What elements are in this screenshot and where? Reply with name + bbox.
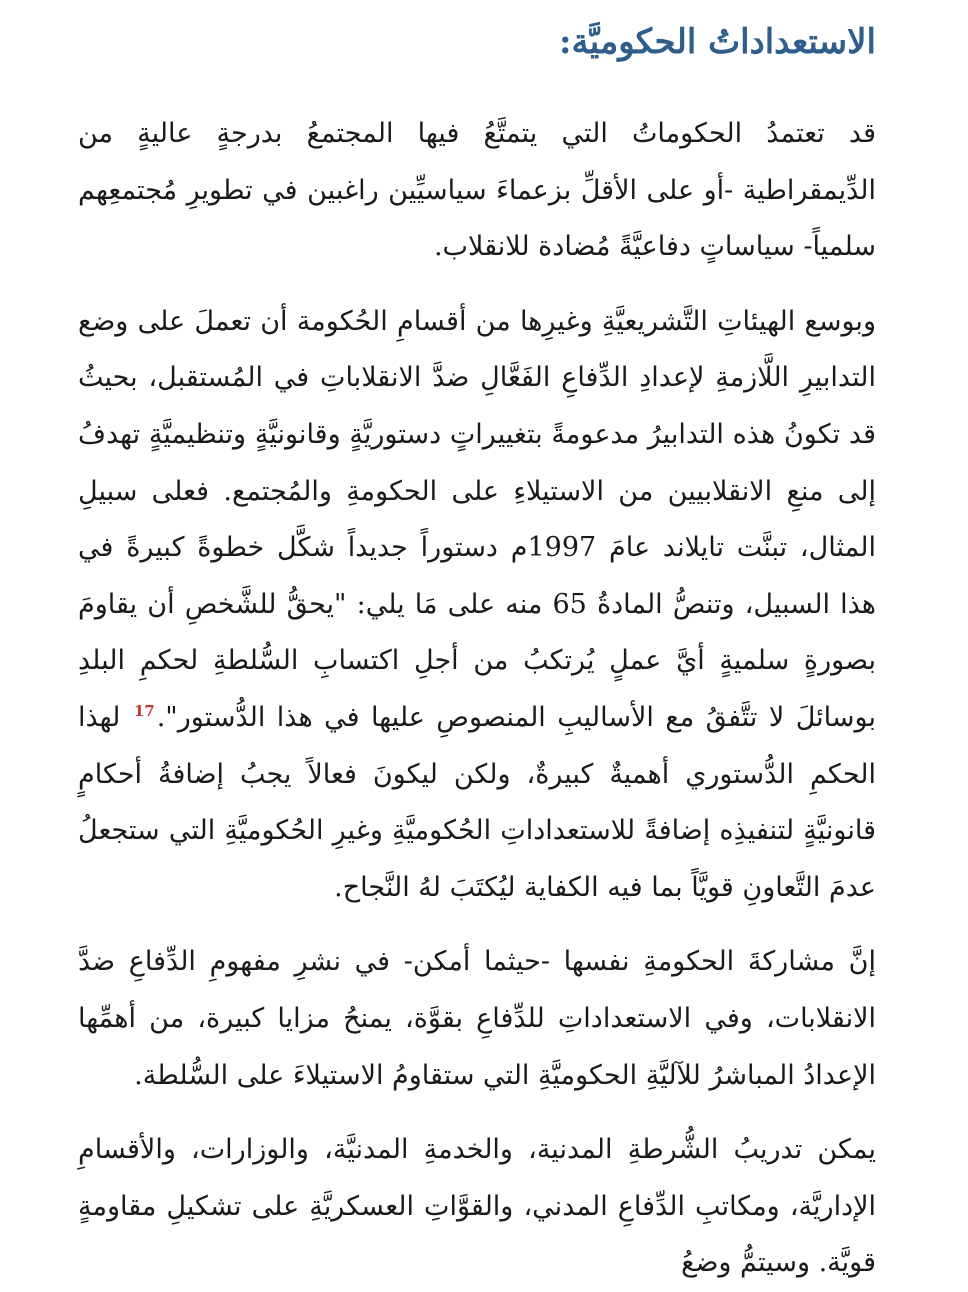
paragraph-1: قد تعتمدُ الحكوماتُ التي يتمتَّعُ فيها المجتمعُ بدرجةٍ عاليةٍ من الدِّيمقراطية -أو على الأقلِّ بزعماءَ سياسيِّين راغبين في تطويرِ مُجتمعِهم سلمياً- سياساتٍ دفاعيَّةً مُضادة للانقلاب. [78,118,876,263]
paragraph-2 [78,294,876,917]
footnote-reference[interactable]: 17 [133,701,155,720]
paragraph-2-text-after: لهذا الحكمِ الدُّستوري أهميةٌ كبيرةٌ، ولكن ليكونَ فعالاً يجبُ إضافةُ أحكامٍ قانونيَّةٍ لتنفيذِه إضافةً للاستعداداتِ الحُكوميَّةِ وغيرِ الحُكوميَّةِ التي ستجعلُ عدمَ التَّعاونِ قويَّاً بما فيه الكفاية ليُكتَبَ لهُ النَّجاح. [78,701,876,903]
section-title: الاستعداداتُ الحكوميَّة: [558,22,876,62]
paragraph-4: يمكن تدريبُ الشُّرطةِ المدنية، والخدمةِ المدنيَّة، والوزارات، والأقسامِ الإداريَّة، ومكاتبِ الدِّفاعِ المدني، والقوَّاتِ العسكريَّةِ على تشكيلِ مقاومةٍ قويَّة. وسيتمُّ وضعُ [78,1134,876,1279]
paragraph-2-text-before: وبوسع الهيئاتِ التَّشريعيَّةِ وغيرِها من أقسامِ الحُكومة أن تعملَ على وضع التدابيرِ اللَّازمةِ لإعدادِ الدِّفاعِ الفَعَّالِ ضدَّ الانقلاباتِ في المُستقبل، بحيثُ قد تكونُ هذه التدابيرُ مدعومةً بتغييراتٍ دستوريَّةٍ وقانونيَّةٍ وتنظيميَّةٍ تهدفُ إلى منعِ الانقلابيين من الاستيلاءِ على الحكومةِ والمُجتمع. فعلى سبيلِ المثال، تبنَّت تايلاند عامَ 1997م دستوراً جديداً شكَّل خطوةً كبيرةً في هذا السبيل، وتنصُّ المادةُ 65 منه على مَا يلي: "يحقُّ للشَّخصِ أن يقاومَ بصورةٍ سلميةٍ أيَّ عملٍ يُرتكبُ من أجلِ اكتسابِ السُّلطةِ لحكمِ البلدِ بوسائلَ لا تتَّفقُ مع الأساليبِ المنصوصِ عليها في هذا الدُّستور". [78,305,876,733]
paragraph-3: إنَّ مشاركةَ الحكومةِ نفسها -حيثما أمكن- في نشرِ مفهومِ الدِّفاعِ ضدَّ الانقلابات، وفي الاستعداداتِ للدِّفاعِ بقوَّة، يمنحُ مزايا كبيرة، من أهمِّها الإعدادُ المباشرُ للآليَّةِ الحكوميَّةِ التي ستقاومُ الاستيلاءَ على السُّلطة. [78,946,876,1091]
